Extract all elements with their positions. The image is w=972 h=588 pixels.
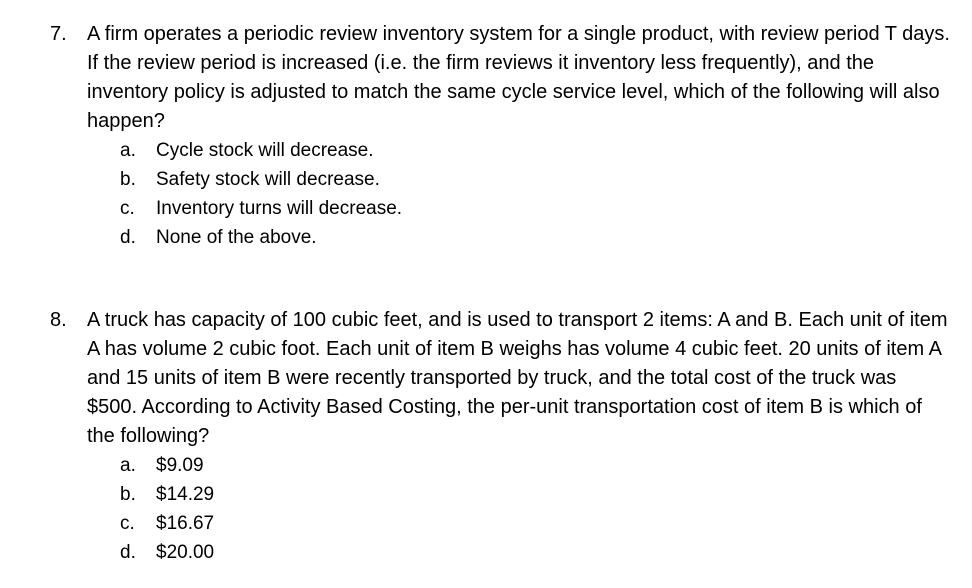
option-text: None of the above. bbox=[156, 227, 317, 248]
question-7 bbox=[50, 20, 950, 252]
question-number: 8. bbox=[50, 309, 67, 331]
option-text: $14.29 bbox=[156, 484, 215, 505]
option-letter: b. bbox=[120, 484, 136, 505]
option-letter: b. bbox=[120, 169, 136, 190]
question-text: A truck has capacity of 100 cubic feet, and is used to transport 2 items: A and B. Each unit of item A has volume 2 cubic foot. Each unit of item B weighs has volume 4 cubic feet. 20 units of item A and 15 units of item B were recently transported by truck, and the total cost of the truck was $500. According to Activity Based Costing, the per-unit transportation cost of item B is which of the following? bbox=[87, 309, 948, 447]
answer-option-c bbox=[120, 194, 950, 223]
option-text: $16.67 bbox=[156, 513, 215, 534]
option-letter: d. bbox=[120, 542, 136, 563]
answer-option-d bbox=[120, 223, 950, 252]
option-text: $20.00 bbox=[156, 542, 215, 563]
option-letter: c. bbox=[120, 513, 135, 534]
answer-option-d bbox=[120, 538, 950, 567]
answer-option-c bbox=[120, 509, 950, 538]
option-text: Inventory turns will decrease. bbox=[156, 198, 403, 219]
question-7-stem bbox=[50, 20, 950, 136]
option-letter: d. bbox=[120, 227, 136, 248]
question-8 bbox=[50, 306, 950, 567]
question-text: A firm operates a periodic review inventory system for a single product, with review period T days. If the review period is increased (i.e. the firm reviews it inventory less frequently), and the inventory policy is adjusted to match the same cycle service level, which of the following will also happen? bbox=[87, 23, 950, 132]
question-8-stem bbox=[50, 306, 950, 451]
answer-option-a bbox=[120, 451, 950, 480]
option-letter: c. bbox=[120, 198, 135, 219]
option-text: Cycle stock will decrease. bbox=[156, 140, 374, 161]
question-number: 7. bbox=[50, 23, 67, 45]
answer-option-b bbox=[120, 480, 950, 509]
answer-option-a bbox=[120, 136, 950, 165]
option-letter: a. bbox=[120, 140, 136, 161]
option-text: $9.09 bbox=[156, 455, 204, 476]
answer-options bbox=[120, 136, 950, 252]
answer-options bbox=[120, 451, 950, 567]
answer-option-b bbox=[120, 165, 950, 194]
option-text: Safety stock will decrease. bbox=[156, 169, 380, 190]
option-letter: a. bbox=[120, 455, 136, 476]
